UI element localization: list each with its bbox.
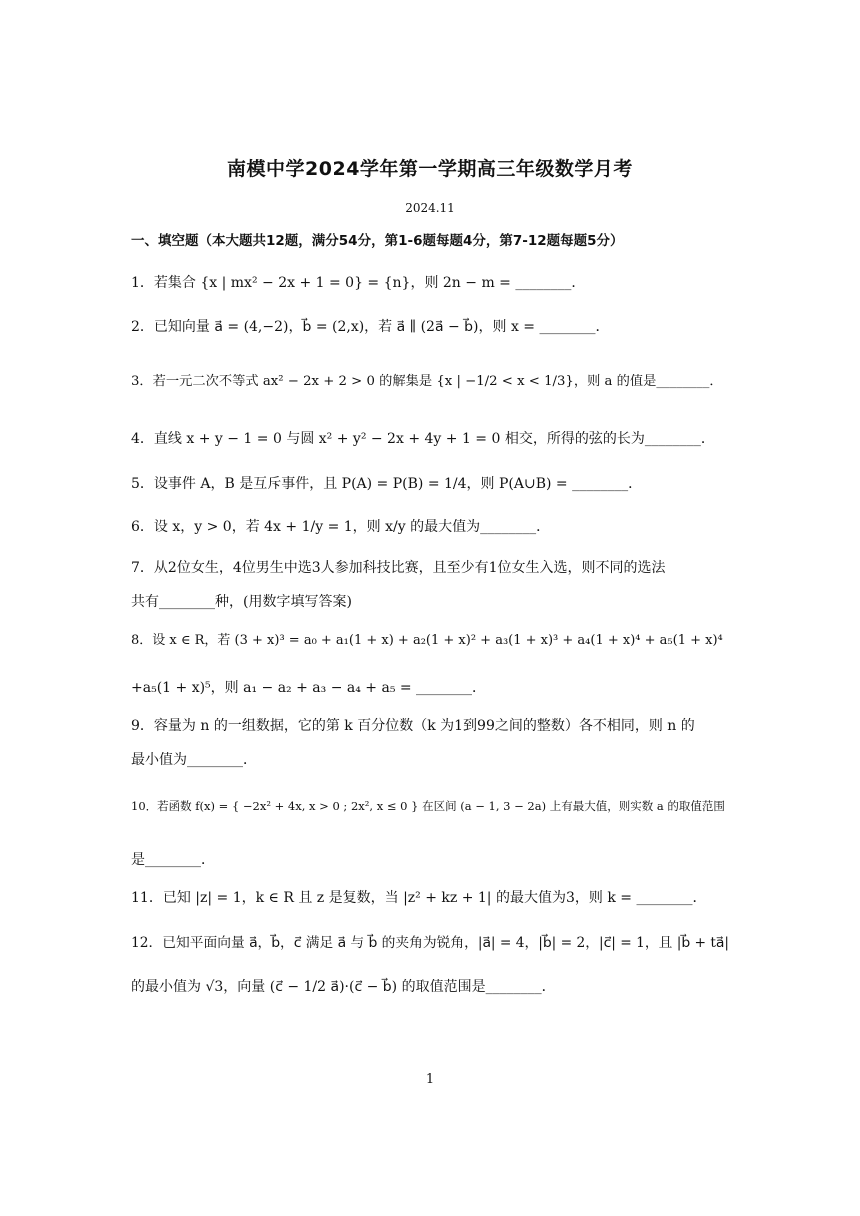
question-2-line-1: 2．已知向量 a⃗ = (4,−2)，b⃗ = (2,x)，若 a⃗ ∥ (2a⃗ − b⃗)，则 x = ________． [131, 319, 610, 335]
question-7-line-1: 7．从2位女生，4位男生中选3人参加科技比赛，且至少有1位女生入选，则不同的选法 [131, 560, 666, 576]
section-heading: 一、填空题（本大题共12题，满分54分，第1-6题每题4分，第7-12题每题5分） [131, 233, 624, 249]
question-12-line-1: 12．已知平面向量 a⃗，b⃗，c⃗ 满足 a⃗ 与 b⃗ 的夹角为锐角，|a⃗| = 4，|b⃗| = 2，|c⃗| = 1，且 |b⃗ + ta⃗| [131, 935, 729, 951]
question-9-line-1: 9．容量为 n 的一组数据，它的第 k 百分位数（k 为1到99之间的整数）各不相同，则 n 的 [131, 718, 695, 734]
question-6-line-1: 6．设 x，y > 0，若 4x + 1/y = 1，则 x/y 的最大值为________． [131, 519, 551, 535]
question-9-line-2: 最小值为________． [131, 752, 257, 768]
question-7-line-2: 共有________种，(用数字填写答案) [131, 594, 352, 610]
question-10-line-2: 是________． [131, 852, 215, 868]
page-number: 1 [425, 1072, 435, 1087]
question-1-line-1: 1．若集合 {x | mx² − 2x + 1 = 0} = {n}，则 2n − m = ________． [131, 275, 586, 291]
question-5-line-1: 5．设事件 A，B 是互斥事件，且 P(A) = P(B) = 1/4，则 P(A∪B) = ________． [131, 476, 643, 492]
question-3-line-1: 3．若一元二次不等式 ax² − 2x + 2 > 0 的解集是 {x | −1/2 < x < 1/3}，则 a 的值是________． [131, 374, 723, 389]
question-4-line-1: 4．直线 x + y − 1 = 0 与圆 x² + y² − 2x + 4y + 1 = 0 相交，所得的弦的长为________． [131, 431, 715, 447]
exam-date: 2024.11 [405, 201, 455, 215]
question-8-line-1: 8．设 x ∈ R，若 (3 + x)³ = a₀ + a₁(1 + x) + a₂(1 + x)² + a₃(1 + x)³ + a₄(1 + x)⁴ + a₅(1 + x)⁴ [131, 633, 723, 648]
exam-title: 南模中学2024学年第一学期高三年级数学月考 [227, 158, 633, 180]
question-11-line-1: 11．已知 |z| = 1，k ∈ R 且 z 是复数，当 |z² + kz + 1| 的最大值为3，则 k = ________． [131, 890, 707, 906]
question-12-line-2: 的最小值为 √3，向量 (c⃗ − 1/2 a⃗)·(c⃗ − b⃗) 的取值范围是________． [131, 979, 556, 995]
question-8-line-2: +a₅(1 + x)⁵，则 a₁ − a₂ + a₃ − a₄ + a₅ = ________． [131, 680, 487, 696]
question-10-line-1: 10．若函数 f(x) = { −2x² + 4x, x > 0 ; 2x², x ≤ 0 } 在区间 (a − 1, 3 − 2a) 上有最大值，则实数 a 的取值范围 [131, 799, 725, 813]
